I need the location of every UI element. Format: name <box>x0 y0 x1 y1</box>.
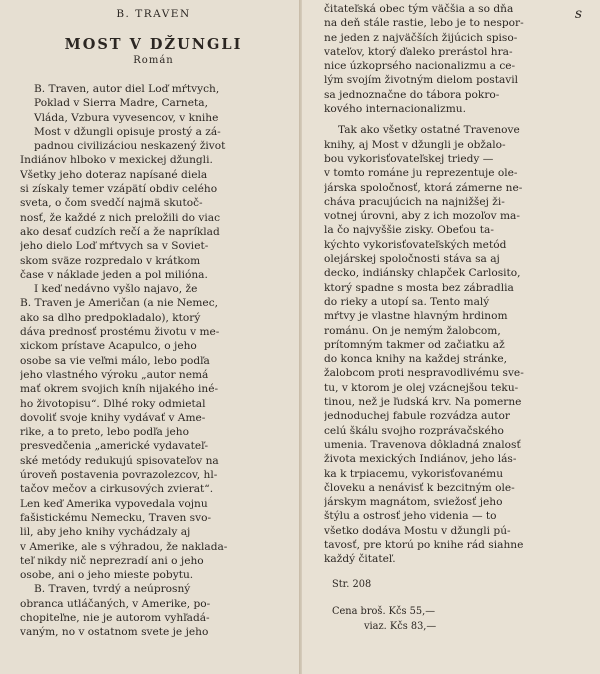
text-line: tavosť, pre ktorú po knihe rád siahne <box>324 538 524 551</box>
text-line: obranca utláčaných, v Amerike, po- <box>20 597 211 610</box>
text-line: fašistickému Nemecku, Traven svo- <box>20 511 212 524</box>
text-line: sveta, o čom svedčí najmä skutoč- <box>20 197 203 210</box>
text-line: chopiteľne, nie je autorom vyhľadá- <box>20 611 210 624</box>
left-text-column <box>20 82 287 640</box>
text-line: lým svojím životným dielom postavil <box>324 74 519 87</box>
text-line: ho životopisu“. Dlhé roky odmietal <box>20 397 206 410</box>
text-line: jeho dielo Loď mŕtvych sa v Soviet- <box>20 240 209 253</box>
text-line: Most v džungli opisuje prostý a zá- <box>34 125 221 138</box>
text-line: ne jeden z najväčších žijúcich spiso- <box>324 31 518 44</box>
text-line: B. Traven, tvrdý a neúprosný <box>34 583 191 596</box>
text-line: Všetky jeho doteraz napísané diela <box>20 168 208 181</box>
text-line: v Amerike, ale s výhradou, že naklada- <box>20 540 228 553</box>
text-line: dáva prednosť prostému životu v me- <box>20 326 220 339</box>
text-line: xickom prístave Acapulco, o jeho <box>20 340 197 353</box>
text-line: vateľov, ktorý ďaleko prerástol hra- <box>324 45 513 58</box>
text-line: osobe, ani o jeho mieste pobytu. <box>20 569 194 582</box>
text-line: do konca knihy na každej stránke, <box>324 353 508 366</box>
text-line: nice úzkoprsého nacionalizmu a ce- <box>324 60 516 73</box>
text-line: rike, a to preto, lebo podľa jeho <box>20 426 189 439</box>
text-line: kýchto vykorisťovateľských metód <box>324 238 507 251</box>
text-line: olejárskej spoločnosti stáva sa aj <box>324 253 500 266</box>
text-line: lil, aby jeho knihy vychádzaly aj <box>20 526 191 539</box>
page-count: Str. 208 <box>332 578 372 590</box>
text-line: románu. On je nemým žalobcom, <box>324 324 501 337</box>
text-line: ako sa dlho predpokladalo), ktorý <box>20 311 201 324</box>
text-line: vaným, no v ostatnom svete je jeho <box>20 626 209 639</box>
text-line: celú škálu svojho rozprávačského <box>324 424 504 437</box>
text-line: úroveň postavenia povrazolezcov, hl- <box>20 469 218 482</box>
text-line: votnej úrovni, aby z ich mozoľov ma- <box>324 210 520 223</box>
text-line: knihy, aj Most v džungli je obžalo- <box>324 138 506 151</box>
text-line: Len keď Amerika vypovedala vojnu <box>20 497 208 510</box>
text-line: skom sväze rozpredalo v krátkom <box>20 254 201 267</box>
text-line: teľ nikdy nič neprezradí ani o jeho <box>20 554 204 567</box>
text-line: Indiánov hlboko v mexickej džungli. <box>20 154 213 167</box>
book-title: MOST V DŽUNGLI <box>64 36 243 53</box>
text-line: Tak ako všetky ostatné Travenove <box>338 124 520 137</box>
text-line: osobe sa vie veľmi málo, lebo podľa <box>20 354 210 367</box>
page-mark: s <box>574 6 582 22</box>
text-line: mať okrem svojich kníh nijakého iné- <box>20 383 219 396</box>
text-line: jeho vlastného výroku „autor nemá <box>20 368 209 381</box>
book-genre: Román <box>133 55 174 66</box>
text-line: járskym magnátom, sviežosť jeho <box>324 496 503 509</box>
text-line: ka k trpiacemu, vykorisťovanému <box>324 467 504 480</box>
text-line: života mexických Indiánov, jeho lás- <box>324 453 517 466</box>
text-line: nosť, že každé z nich preložili do viac <box>20 211 221 224</box>
text-line: mŕtvy je vlastne hlavným hrdinom <box>324 310 508 323</box>
text-line: štýlu a ostrosť jeho videnia — to <box>324 510 497 523</box>
text-line: B. Traven, autor diel Loď mŕtvych, <box>34 83 220 95</box>
text-line: padnou civilizáciou neskazený život <box>34 140 226 153</box>
text-line: si získaly temer vzápätí obdiv celého <box>20 183 218 196</box>
text-line: dovoliť svoje knihy vydávať v Ame- <box>20 411 206 424</box>
text-line: žalobcom proti nespravodlivému sve- <box>324 367 524 380</box>
text-line: všetko dodáva Mostu v džungli pú- <box>324 524 511 537</box>
text-line: B. Traven je Američan (a nie Nemec, <box>20 297 219 310</box>
text-line: la čo najvyššie zisky. Obeťou ta- <box>324 224 494 237</box>
paragraph-gap <box>324 116 586 123</box>
text-line: ské metódy redukujú spisovateľov na <box>20 454 219 467</box>
text-line: presvedčenia „americké vydavateľ- <box>20 440 209 453</box>
text-line: ktorý spadne s mosta bez zábradlia <box>324 281 514 294</box>
text-line: umenia. Travenova dôkladná znalosť <box>324 438 521 451</box>
text-line: čitateľská obec tým väčšia a so dňa <box>324 3 514 15</box>
text-line: cháva pracujúcich na najnižšej ži- <box>324 195 505 208</box>
text-line: prítomným takmer od začiatku až <box>324 338 505 351</box>
text-line: I keď nedávno vyšlo najavo, že <box>34 283 198 296</box>
text-line: tačov mečov a cirkusových zvierat“. <box>20 483 214 496</box>
text-line: každý čitateľ. <box>324 553 396 566</box>
text-line: decko, indiánsky chlapček Carlosito, <box>324 267 521 280</box>
text-line: na deň stále rastie, lebo je to nespor- <box>324 17 524 30</box>
text-line: ako desať cudzích rečí a že napríklad <box>20 225 220 238</box>
text-line: jednoduchej fabule rozvádza autor <box>324 410 510 423</box>
text-line: járska spoločnosť, ktorá zámerne ne- <box>324 181 523 194</box>
right-text-column <box>324 2 586 567</box>
author-name: B. TRAVEN <box>116 8 191 20</box>
price-paperback: Cena broš. Kčs 55,— <box>332 605 435 617</box>
text-line: Vláda, Vzbura vyvesencov, v knihe <box>34 111 219 124</box>
text-line: tu, v ktorom je olej vzácnejšou teku- <box>324 381 519 394</box>
text-line: do rieky a utopí sa. Tento malý <box>324 295 490 308</box>
text-line: kového internacionalizmu. <box>324 103 466 116</box>
text-line: človeku a nenávisť k bezcitným ole- <box>324 481 515 494</box>
text-line: v tomto románe ju reprezentuje ole- <box>324 167 518 180</box>
text-line: tinou, než je ľudská krv. Na pomerne <box>324 396 522 409</box>
text-line: sa jednoznačne do tábora pokro- <box>324 88 500 101</box>
price-bound: viaz. Kčs 83,— <box>364 620 437 632</box>
footer <box>324 579 586 632</box>
text-line: Poklad v Sierra Madre, Carneta, <box>34 97 208 110</box>
text-line: čase v náklade jeden a pol milióna. <box>20 268 208 281</box>
text-line: bou vykorisťovateľskej triedy — <box>324 152 494 165</box>
right-page <box>302 0 600 674</box>
